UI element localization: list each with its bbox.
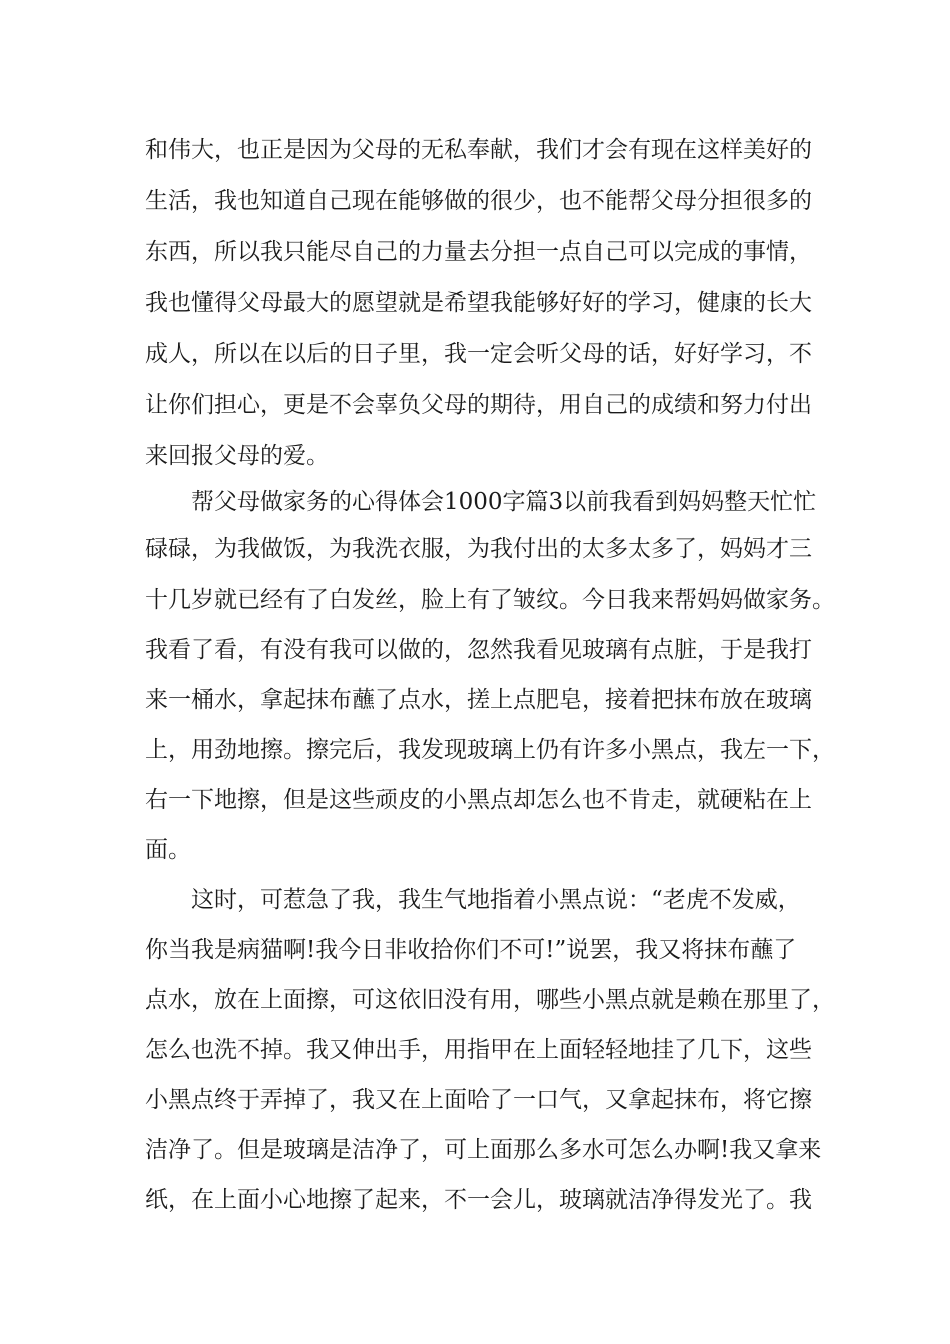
- text-line: 来一桶水，拿起抹布蘸了点水，搓上点肥皂，接着把抹布放在玻璃: [145, 687, 812, 713]
- text-line: 洁净了。但是玻璃是洁净了，可上面那么多水可怎么办啊!我又拿来: [145, 1137, 822, 1163]
- text-line: 点水，放在上面擦，可这依旧没有用，哪些小黑点就是赖在那里了，: [145, 987, 835, 1013]
- text-line: 面。: [145, 837, 191, 863]
- text-line: 我看了看，有没有我可以做的，忽然我看见玻璃有点脏，于是我打: [145, 637, 812, 663]
- text-line: 和伟大，也正是因为父母的无私奉献，我们才会有现在这样美好的: [145, 137, 812, 163]
- text-line: 右一下地擦，但是这些顽皮的小黑点却怎么也不肯走，就硬粘在上: [145, 787, 812, 813]
- text-line: 上，用劲地擦。擦完后，我发现玻璃上仍有许多小黑点，我左一下，: [145, 737, 835, 763]
- text-line: 十几岁就已经有了白发丝，脸上有了皱纹。今日我来帮妈妈做家务。: [145, 587, 835, 613]
- text-line: 碌碌，为我做饭，为我洗衣服，为我付出的太多太多了，妈妈才三: [145, 536, 812, 562]
- text-line: 生活，我也知道自己现在能够做的很少，也不能帮父母分担很多的: [145, 188, 812, 214]
- text-line: 怎么也洗不掉。我又伸出手，用指甲在上面轻轻地挂了几下，这些: [145, 1037, 812, 1063]
- text-line: 我也懂得父母最大的愿望就是希望我能够好好的学习，健康的长大: [145, 290, 812, 316]
- text-line: 小黑点终于弄掉了，我又在上面哈了一口气，又拿起抹布，将它擦: [145, 1087, 812, 1113]
- text-line: 来回报父母的爱。: [145, 443, 329, 469]
- text-line: 这时，可惹急了我，我生气地指着小黑点说：“老虎不发威，: [191, 887, 801, 913]
- text-line: 纸，在上面小心地擦了起来，不一会儿，玻璃就洁净得发光了。我: [145, 1187, 812, 1213]
- text-line: 你当我是病猫啊!我今日非收拾你们不可!”说罢，我又将抹布蘸了: [145, 937, 797, 963]
- text-line: 成人，所以在以后的日子里，我一定会听父母的话，好好学习，不: [145, 341, 812, 367]
- text-line: 让你们担心，更是不会辜负父母的期待，用自己的成绩和努力付出: [145, 392, 812, 418]
- text-line: 帮父母做家务的心得体会1000字篇3以前我看到妈妈整天忙忙: [191, 489, 817, 515]
- text-line: 东西，所以我只能尽自己的力量去分担一点自己可以完成的事情，: [145, 239, 812, 265]
